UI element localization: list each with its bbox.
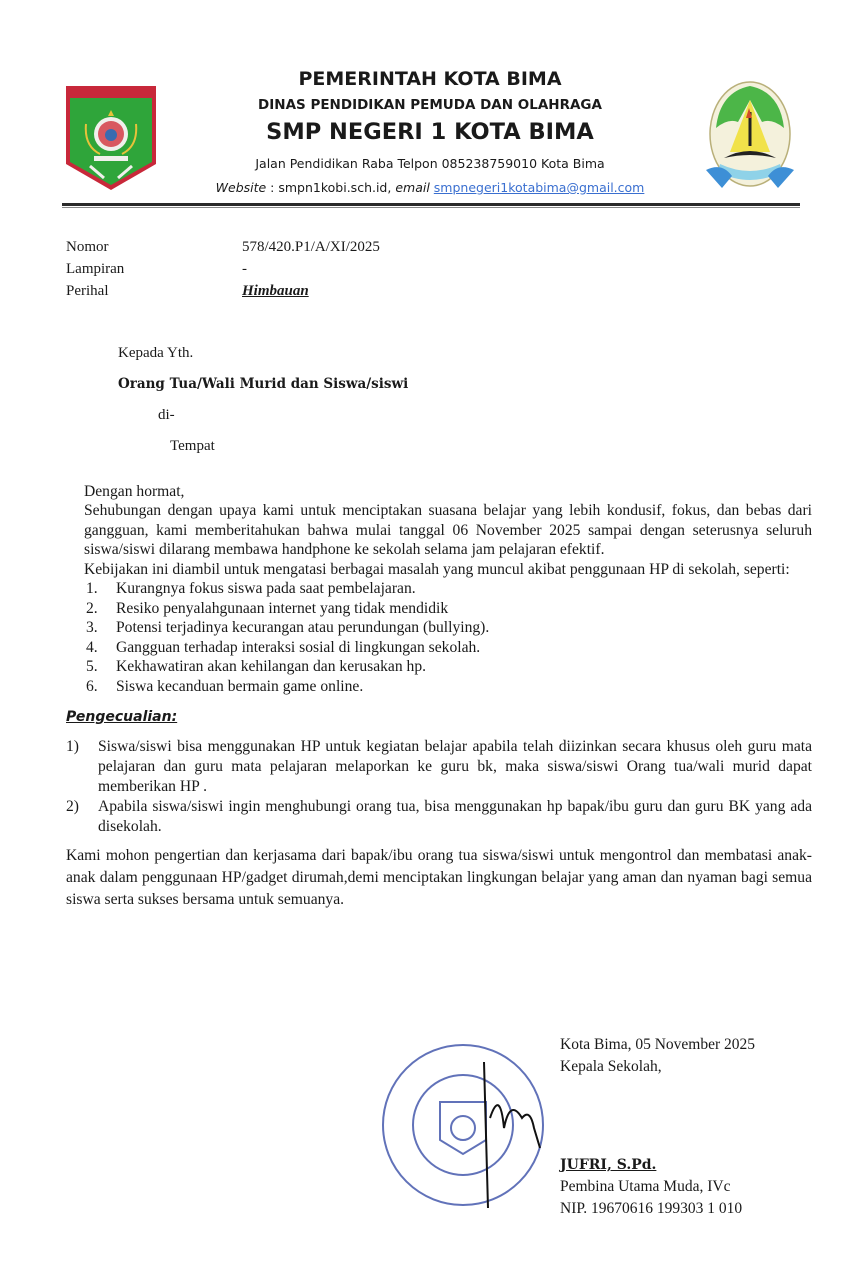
list-item [86,599,812,619]
recipient-place: Tempat [170,438,215,454]
list-number: 3. [86,619,98,637]
signatory-rank: Pembina Utama Muda, IVc [560,1178,731,1195]
kota-bima-crest-logo [64,84,158,192]
signatory-position: Kepala Sekolah, [560,1058,662,1075]
list-item [86,618,812,638]
email-link[interactable]: smpnegeri1kotabima@gmail.com [433,180,645,195]
letterhead-school-name: SMP NEGERI 1 KOTA BIMA [266,119,594,145]
recipient-di: di- [158,407,175,423]
list-number: 4. [86,638,98,656]
letterhead-government: PEMERINTAH KOTA BIMA [298,68,562,90]
list-text: Siswa kecanduan bermain game online. [116,678,364,695]
list-item [86,638,812,658]
list-item [86,657,812,677]
list-text: Kurangnya fokus siswa pada saat pembelajaran. [116,580,416,598]
letter-meta [66,236,380,302]
list-text: Potensi terjadinya kecurangan atau perundungan (bullying). [116,619,490,637]
exception-item [66,737,812,797]
exceptions-heading: Pengecualian: [66,708,178,725]
school-emblem-logo [702,78,798,194]
list-item [86,677,812,697]
list-text: Resiko penyalahgunaan internet yang tidak mendidik [116,599,449,617]
list-item [86,579,812,599]
list-text: Gangguan terhadap interaksi sosial di lingkungan sekolah. [116,638,481,656]
exception-item [66,797,812,837]
nomor-value: 578/420.P1/A/XI/2025 [242,239,380,255]
meta-perihal [66,280,380,302]
list-number: 1. [86,580,98,598]
signatory-nip: NIP. 19670616 199303 1 010 [560,1200,743,1217]
list-number: 5. [86,658,98,676]
perihal-label: Perihal [66,283,109,299]
body-paragraph-1: Sehubungan dengan upaya kami untuk menciptakan suasana belajar yang lebih kondusif, fokus, dan bebas dari gangguan, kami memberitahukan bahwa mulai tanggal 06 November 2025 sampai dengan seterusnya seluruh siswa/siswi dilarang membawa handphone ke sekolah selama jam pelajaran efektif. [84,502,812,559]
meta-lampiran [66,258,380,280]
letterhead-address: Jalan Pendidikan Raba Telpon 085238759010 Kota Bima [255,156,605,171]
exception-text: Siswa/siswi bisa menggunakan HP untuk kegiatan belajar apabila telah diizinkan secara khusus oleh guru mata pelajaran dan guru mata pelajaran melaporkan ke guru bk, maka siswa/siswi Orang tua/wali murid dapat memberikan HP . [98,737,812,795]
exception-number: 1) [66,737,79,755]
list-number: 2. [86,599,98,617]
perihal-value: Himbauan [242,283,309,299]
exception-number: 2) [66,797,79,815]
salutation: Kepada Yth. [118,345,194,361]
list-number: 6. [86,678,98,695]
signatory-name: JUFRI, S.Pd. [560,1157,657,1173]
website-value[interactable]: : smpn1kobi.sch.id, [266,180,396,195]
letter-body [66,482,812,911]
closing-paragraph: Kami mohon pengertian dan kerjasama dari bapak/ibu orang tua siswa/siswi untuk mengontrol dan membatasi anak- anak dalam penggunaan HP/gadget dirumah,demi menciptakan lingkungan belajar yang aman dan nyaman bagi semua siswa serta sukses bersama untuk semuanya. [66,846,812,908]
website-label: Website [215,180,267,195]
exceptions-list [66,737,812,837]
problem-list [66,579,812,697]
list-text: Kekhawatiran akan kehilangan dan kerusakan hp. [116,658,427,676]
letterhead-divider-thin [62,207,800,208]
signature-block [560,1034,755,1220]
greeting: Dengan hormat, [84,483,185,500]
letterhead-department: DINAS PENDIDIKAN PEMUDA DAN OLAHRAGA [258,97,602,113]
recipient: Orang Tua/Wali Murid dan Siswa/siswi [118,376,409,392]
addressee-block [118,343,408,467]
letterhead-divider [62,203,800,206]
handwritten-signature [470,1058,560,1208]
meta-nomor [66,236,380,258]
lampiran-value: - [242,261,247,277]
lampiran-label: Lampiran [66,261,125,277]
exception-text: Apabila siswa/siswi ingin menghubungi orang tua, bisa menggunakan hp bapak/ibu guru dan guru BK yang ada disekolah. [98,797,812,835]
email-label: email [395,180,430,195]
body-paragraph-2: Kebijakan ini diambil untuk mengatasi berbagai masalah yang muncul akibat penggunaan HP di sekolah, seperti: [84,560,790,578]
place-date: Kota Bima, 05 November 2025 [560,1036,756,1053]
nomor-label: Nomor [66,239,109,255]
signature-area [0,1030,848,1230]
letterhead-contact [150,180,710,195]
